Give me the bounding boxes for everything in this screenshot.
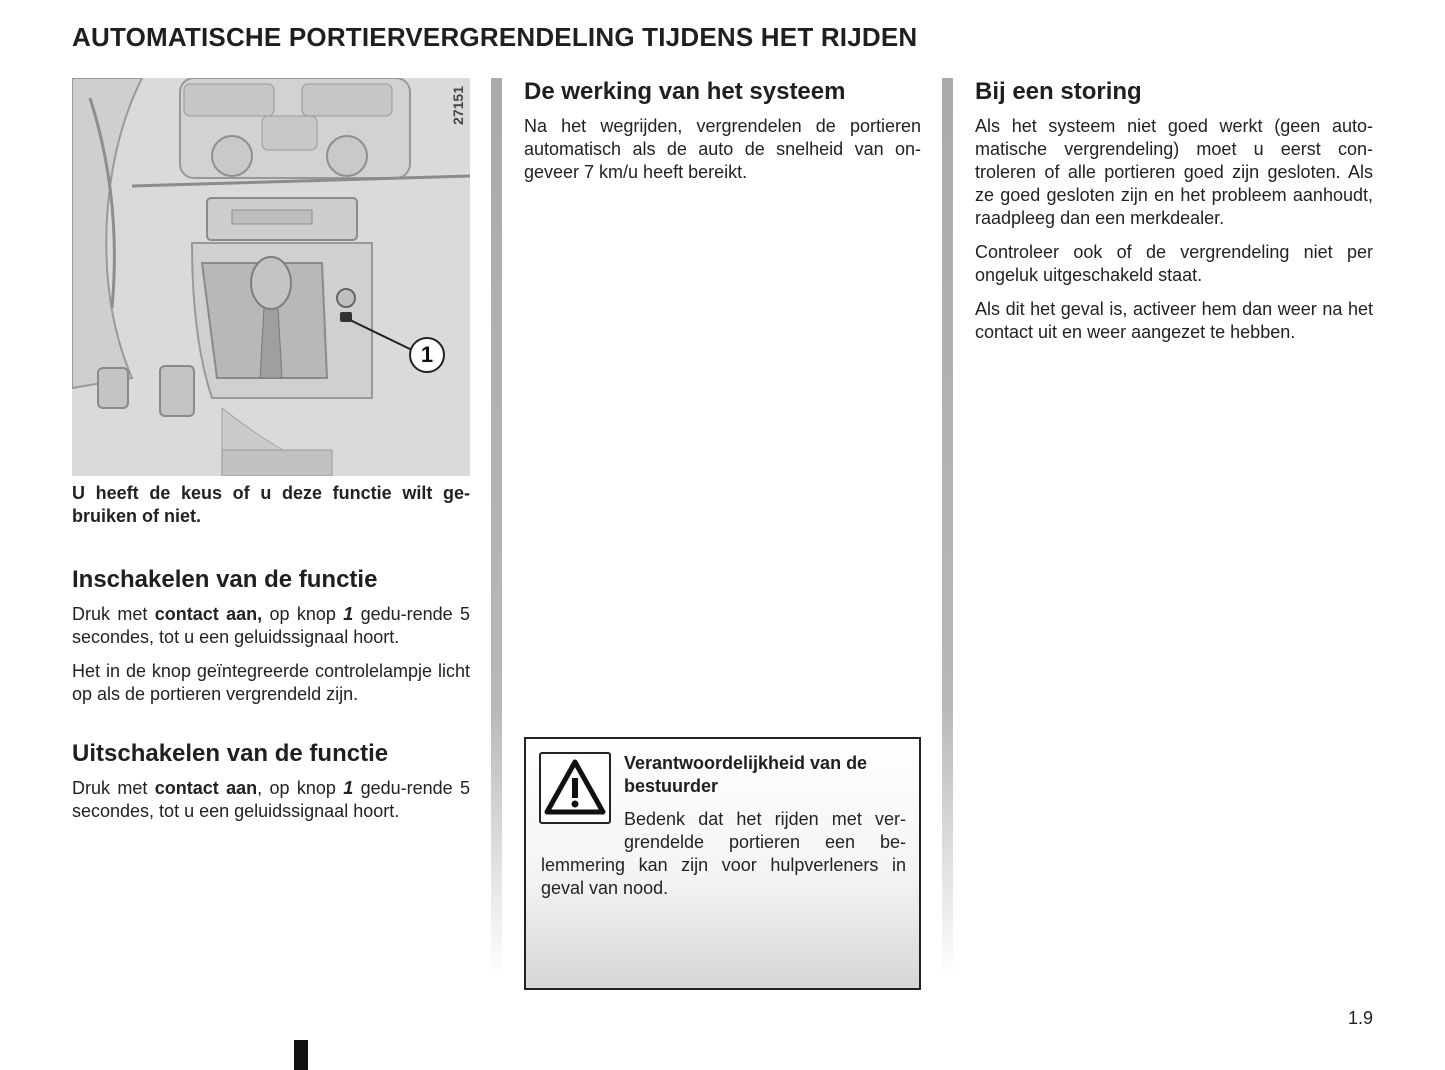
warning-box <box>524 737 921 990</box>
emphasis-contact-aan: contact aan <box>154 778 258 798</box>
section-title-operation: De werking van het systeem <box>524 78 846 105</box>
text-span: gedu-rende 5 secondes, tot u een geluidssignaal hoort. <box>72 604 471 647</box>
dashboard-drawing <box>72 78 470 476</box>
warning-title: Verantwoordelijkheid van de bestuurder <box>624 753 868 796</box>
section-title-disable: Uitschakelen van de functie <box>72 740 389 767</box>
left-column <box>72 78 470 823</box>
disable-paragraph-1 <box>72 777 470 823</box>
page-tab-marker <box>294 1040 308 1070</box>
button-reference: 1 <box>343 604 354 624</box>
text-span: , op knop <box>257 778 344 798</box>
malfunction-paragraph-2: Controleer ook of de vergrendeling niet per ongeluk uitgeschakeld staat. <box>975 242 1373 285</box>
emphasis-contact-aan: contact aan, <box>154 604 263 624</box>
middle-column <box>524 78 921 184</box>
enable-paragraph-1 <box>72 603 470 649</box>
button-reference: 1 <box>343 778 354 798</box>
section-title-malfunction: Bij een storing <box>975 78 1142 105</box>
text-span: op knop <box>262 604 344 624</box>
operation-paragraph: Na het wegrijden, vergrendelen de portieren automatisch als de auto de snelheid van on-geveer 7 km/u heeft bereikt. <box>524 116 921 182</box>
malfunction-paragraph-1: Als het systeem niet goed werkt (geen auto-matische vergrendeling) moet u eerst con-troleren of alle portieren goed zijn gesloten. Als ze goed gesloten zijn en het probleem aanhoudt, raadpleeg dan een merkdealer. <box>975 116 1373 228</box>
column-divider-right <box>942 78 953 978</box>
malfunction-paragraph-3: Als dit het geval is, activeer hem dan weer na het contact uit en weer aangezet te hebben. <box>975 299 1373 342</box>
dashboard-illustration <box>72 78 470 476</box>
enable-paragraph-2: Het in de knop geïntegreerde controlelampje licht op als de portieren vergrendeld zijn. <box>72 661 470 704</box>
figure-caption: U heeft de keus of u deze functie wilt ge-bruiken of niet. <box>72 483 470 526</box>
page-title: AUTOMATISCHE PORTIERVERGRENDELING TIJDENS HET RIJDEN <box>72 22 918 52</box>
figure-number: 27151 <box>450 86 466 125</box>
page-number: 1.9 <box>1347 1008 1373 1028</box>
section-title-enable: Inschakelen van de functie <box>72 566 378 593</box>
warning-text: Bedenk dat het rijden met ver-grendelde portieren een be-lemmering kan zijn voor hulpverleners in geval van nood. <box>541 809 906 898</box>
column-divider-left <box>491 78 502 978</box>
callout-1: 1 <box>409 337 445 373</box>
text-span: Druk met <box>72 778 155 798</box>
right-column <box>975 78 1373 344</box>
text-span: Druk met <box>72 604 155 624</box>
text-span: gedu-rende 5 secondes, tot u een geluidssignaal hoort. <box>72 778 471 821</box>
